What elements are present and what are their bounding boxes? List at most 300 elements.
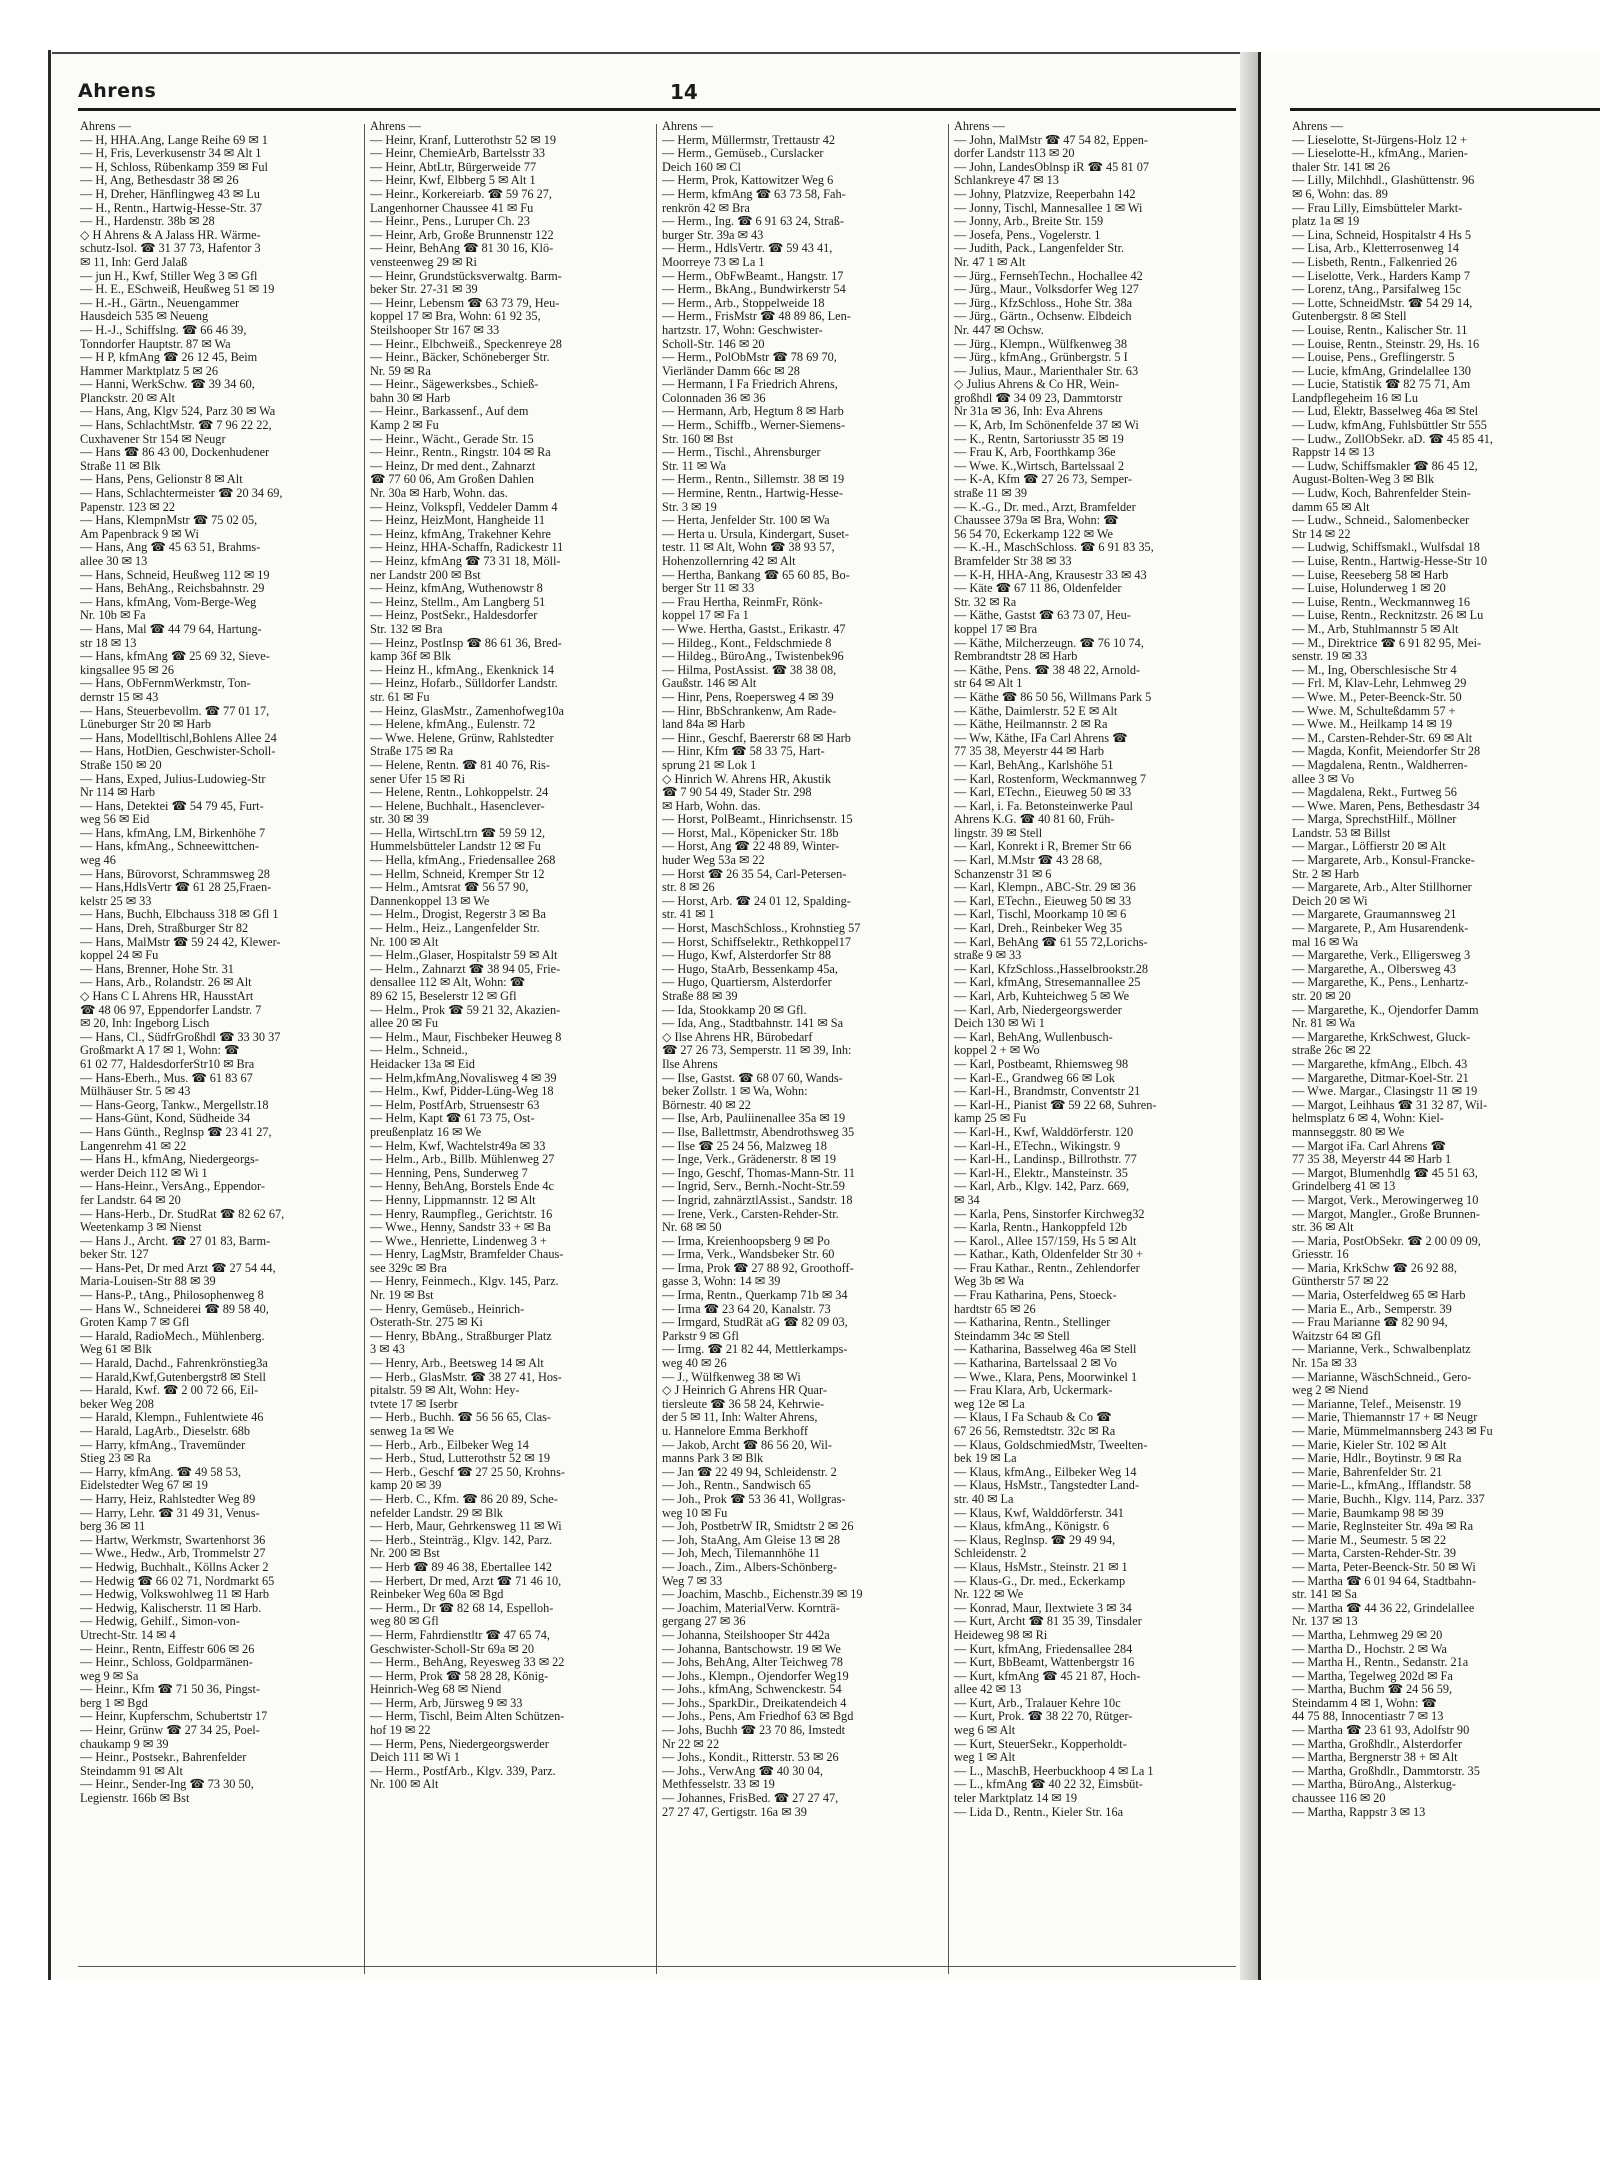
directory-entry-line: — Ilse ☎ 25 24 56, Malzweg 18 [662,1138,827,1153]
directory-entry-line: — Frau K, Arb, Foorthkamp 36e [954,445,1116,460]
directory-entry-line: Griesstr. 16 [1292,1247,1349,1262]
directory-entry-line: Planckstr. 20 ✉ Alt [80,390,176,405]
directory-entry-line: — John, LandesOblnsp iR ☎ 45 81 07 [954,159,1149,174]
directory-entry-line: Schanzenstr 31 ✉ 6 [954,866,1052,881]
directory-entry-line: ◇ Julius Ahrens & Co HR, Wein- [954,377,1120,392]
directory-entry-line: — Johs., Klempn., Ojendorfer Weg19 [662,1668,849,1683]
directory-entry-line: — Henning, Pens, Sunderweg 7 [370,1165,528,1180]
directory-entry-line: Steindamm 4 ✉ 1, Wohn: ☎ [1292,1695,1437,1710]
directory-entry-line: — Margot iFa. Carl Ahrens ☎ [1292,1138,1446,1153]
directory-entry-line: — Hermann, I Fa Friedrich Ahrens, [662,377,838,392]
directory-entry-line: — Hinr, Kfm ☎ 58 33 75, Hart- [662,744,825,759]
directory-entry-line: — Karla, Pens, Sinstorfer Kirchweg32 [954,1206,1145,1221]
directory-entry-line: kamp 25 ✉ Fu [954,1111,1027,1126]
directory-entry-line: — Karl, Konrekt i R, Bremer Str 66 [954,839,1132,854]
directory-entry-line: — Ilse, Arb, Pauliinenallee 35a ✉ 19 [662,1111,846,1126]
directory-entry-line: — Henry, BbAng., Straßburger Platz [370,1328,552,1343]
directory-entry-line: — Käthe, Heilmannstr. 2 ✉ Ra [954,717,1108,732]
directory-entry-line: Moorreye 73 ✉ La 1 [662,254,765,269]
directory-entry-line: helmsplatz 6 ✉ 4, Wohn: Kiel- [1292,1111,1444,1126]
directory-entry-line: chaukamp 9 ✉ 39 [80,1736,169,1751]
directory-entry-line: — Hans, kfmAng, LM, Birkenhöhe 7 [80,825,266,840]
directory-entry-line: — Ludw., Schneid., Salomenbecker [1292,513,1470,528]
directory-entry-line: — Martha, Rappstr 3 ✉ 13 [1292,1804,1426,1819]
directory-entry-line: kamp 36f ✉ Blk [370,649,452,664]
scan-border-bottom [0,1980,1600,2177]
directory-entry-line: Gaußstr. 146 ✉ Alt [662,676,757,691]
directory-entry-line: — Kurt, kfmAng ☎ 45 21 87, Hoch- [954,1668,1141,1683]
directory-entry-line: — Heinr, Arb, Große Brunnenstr 122 [370,227,554,242]
directory-entry-line: — Klaus, kfmAng., Eilbeker Weg 14 [954,1464,1137,1479]
directory-entry-line: ◇ Ilse Ahrens HR, Bürobedarf [662,1029,813,1044]
directory-entry-line: — Hella, WirtschLtrn ☎ 59 59 12, [370,825,546,840]
directory-entry-line: — Herm, Prok, Kattowitzer Weg 6 [662,173,834,188]
directory-entry-line: — Margarethe, kfmAng., Elbch. 43 [1292,1056,1468,1071]
directory-entry-line: — Kathar., Kath, Oldenfelder Str 30 + [954,1247,1143,1262]
directory-entry-line: — Herm., BkAng., Bundwirkerstr 54 [662,282,846,297]
directory-entry-line: — Hans,HdlsVertr ☎ 61 28 25,Fraen- [80,880,272,895]
directory-entry-line: — H, HHA.Ang, Lange Reihe 69 ✉ 1 [80,132,268,147]
directory-entry-line: ner Landstr 200 ✉ Bst [370,567,481,582]
directory-entry-line: — Irmg. ☎ 21 82 44, Mettlerkamps- [662,1342,848,1357]
directory-entry-line: — Karl, ETechn., Eieuweg 50 ✉ 33 [954,785,1132,800]
directory-entry-line: — H, Fris, Leverkusenstr 34 ✉ Alt 1 [80,146,262,161]
directory-entry-line: — M., Ing, Oberschlesische Str 4 [1292,662,1457,677]
directory-entry-line: — Horst, PolBeamt., Hinrichsenstr. 15 [662,812,853,827]
directory-entry-line: — Lieselotte, St-Jürgens-Holz 12 + [1292,132,1468,147]
directory-entry-line: allee 42 ✉ 13 [954,1682,1022,1697]
directory-entry-line: — Helm, Kapt ☎ 61 73 75, Ost- [370,1111,535,1126]
directory-entry-line: Stieg 23 ✉ Ra [80,1451,151,1466]
directory-entry-line: August-Bolten-Weg 3 ✉ Blk [1292,472,1435,487]
directory-entry-line: — Hans, Detektei ☎ 54 79 45, Furt- [80,798,264,813]
directory-entry-line: — Jürg., Maur., Volksdorfer Weg 127 [954,282,1139,297]
directory-entry-line: — Herm., BehAng, Reyesweg 33 ✉ 22 [370,1655,565,1670]
directory-entry-line: tvtete 17 ✉ Iserbr [370,1396,458,1411]
directory-entry-line: Nr. 59 ✉ Ra [370,363,431,378]
directory-entry-line: — Herb., Steinträg., Klgv. 142, Parz. [370,1532,553,1547]
directory-entry-line: sprung 21 ✉ Lok 1 [662,757,757,772]
directory-entry-line: — Jürg., Gärtn., Ochsenw. Elbdeich [954,309,1132,324]
directory-entry-line: — Heinr., Kfm ☎ 71 50 36, Pingst- [80,1682,260,1697]
directory-entry-line: — M., Carsten-Rehder-Str. 69 ✉ Alt [1292,730,1473,745]
directory-entry-line: — Herb ☎ 89 46 38, Ebertallee 142 [370,1559,552,1574]
directory-entry-line: — Martha, Bergnerstr 38 + ✉ Alt [1292,1750,1458,1765]
directory-entry-line: — Luise, Rentn., Weckmannweg 16 [1292,594,1471,609]
directory-entry-line: — John, MalMstr ☎ 47 54 82, Eppen- [954,132,1148,147]
directory-entry-line: — Luise, Rentn., Hartwig-Hesse-Str 10 [1292,554,1488,568]
directory-entry-line: — Heinr, Kupferschm, Schubertstr 17 [80,1709,268,1724]
directory-entry-line: — Marianne, Verk., Schwalbenplatz [1292,1342,1471,1357]
directory-entry-line: Rembrandtstr 28 ✉ Harb [954,649,1078,664]
directory-entry-line: — Lieselotte-H., kfmAng., Marien- [1292,146,1468,161]
directory-entry-line: — Klaus, GoldschmiedMstr, Tweelten- [954,1437,1148,1452]
directory-entry-line: weg 12e ✉ La [954,1396,1025,1411]
directory-entry-line: str. 8 ✉ 26 [662,880,715,895]
directory-entry-line: dorfer Landstr 113 ✉ 20 [954,146,1075,161]
directory-entry-line: — H., Rentn., Hartwig-Hesse-Str. 37 [80,200,263,215]
directory-entry-line: — Herm., Dr ☎ 82 68 14, Espelloh- [370,1600,554,1615]
directory-entry-line: Weg 3b ✉ Wa [954,1274,1024,1289]
directory-entry-line: ✉ 11, Inh: Gerd Jalaß [80,254,188,269]
directory-entry-line: — Helene, kfmAng., Eulenstr. 72 [370,717,536,732]
directory-entry-line: preußenplatz 16 ✉ We [370,1124,482,1139]
facing-header-rule [1290,108,1600,111]
directory-entry-line: — Hans ☎ 86 43 00, Dockenhudener [80,445,270,460]
directory-entry-line: — Magdalena, Rentn., Waldherren- [1292,757,1468,772]
directory-entry-line: — Johs., Pens, Am Friedhof 63 ✉ Bgd [662,1709,854,1724]
directory-entry-line: thaler Str. 141 ✉ 26 [1292,159,1391,174]
directory-entry-line: Nr. 15a ✉ 33 [1292,1356,1357,1371]
directory-entry-line: Deich 20 ✉ Wi [1292,893,1368,908]
directory-entry-line: Colonnaden 36 ✉ 36 [662,390,766,405]
directory-entry-line: — Hinr., Geschf, Baererstr 68 ✉ Harb [662,730,851,745]
directory-entry-line: — Helm, PostfArb, Struensestr 63 [370,1097,540,1112]
directory-entry-line: — Margarete, P., Am Husarendenk- [1292,921,1469,936]
directory-entry-line: — Helm,kfmAng,Novalisweg 4 ✉ 39 [370,1070,557,1085]
directory-entry-line: — Louise, Rentn., Kalischer Str. 11 [1292,322,1468,337]
directory-entry-line: — Herb., Arb., Eilbeker Weg 14 [370,1437,529,1452]
directory-entry-line: — Johs., kfmAng, Schwenckestr. 54 [662,1682,842,1697]
directory-entry-line: — Jürg., Klempn., Wülfkenweg 38 [954,336,1128,351]
directory-entry-line: Weg 7 ✉ 33 [662,1573,723,1588]
column-continuation-head: Ahrens — [954,120,1005,133]
directory-entry-line: 61 02 77, HaldesdorferStr10 ✉ Bra [80,1056,255,1071]
directory-entry-line: — Konrad, Maur, Ilextwiete 3 ✉ 34 [954,1600,1132,1615]
directory-entry-line: Reinbeker Weg 60a ✉ Bgd [370,1587,504,1602]
directory-entry-line: — Katharina, Basselweg 46a ✉ Stell [954,1342,1137,1357]
directory-entry-line: str 18 ✉ 13 [80,635,137,650]
directory-entry-line: — Horst, Ang ☎ 22 48 89, Winter- [662,839,840,854]
directory-entry-line: — Kurt, SteuerSekr., Kopperholdt- [954,1736,1127,1751]
directory-entry-line: — Johannes, FrisBed. ☎ 27 27 47, [662,1791,839,1806]
bottom-rule [78,1966,1236,1967]
directory-entry-line: — Heinr, BehAng ☎ 81 30 16, Klö- [370,241,554,256]
directory-entry-line: ✉ Harb, Wohn. das. [662,798,761,813]
directory-entry-line: 89 62 15, Beselerstr 12 ✉ Gfl [370,989,517,1003]
directory-entry-line: ◇ Hinrich W. Ahrens HR, Akustik [662,771,831,786]
directory-entry-line: — Herbert, Dr med, Arzt ☎ 71 46 10, [370,1573,562,1588]
directory-entry-line: — Margarethe, KrkSchwest, Gluck- [1292,1029,1471,1044]
directory-entry-line: Hohenzollernring 42 ✉ Alt [662,554,796,568]
directory-entry-line: straße 9 ✉ 33 [954,948,1022,963]
directory-entry-line: — Judith, Pack., Langenfelder Str. [954,241,1125,256]
directory-entry-line: — Jonny, Arb., Breite Str. 159 [954,214,1104,229]
directory-entry-line: — Magdalena, Rekt., Furtweg 56 [1292,785,1457,800]
directory-entry-line: — Karol., Allee 157/159, Hs 5 ✉ Alt [954,1233,1137,1248]
directory-entry-line: testr. 11 ✉ Alt, Wohn ☎ 38 93 57, [662,540,835,555]
directory-entry-line: — Heinr., Postsekr., Bahrenfelder [80,1750,247,1765]
directory-entry-line: — Frau Marianne ☎ 82 90 94, [1292,1315,1448,1330]
directory-entry-line: — Helm., Amtsrat ☎ 56 57 90, [370,880,529,895]
directory-entry-line: — Heinr., Schloss, Goldparmänen- [80,1655,253,1670]
directory-entry-line: — H, Dreher, Hänflingweg 43 ✉ Lu [80,186,260,201]
directory-entry-line: Heinrich-Weg 68 ✉ Niend [370,1682,502,1697]
directory-entry-line: — Karl-H., Landinsp., Billrothstr. 77 [954,1152,1137,1167]
directory-entry-line: Groten Kamp 7 ✉ Gfl [80,1315,190,1330]
directory-entry-line: — Hans-Eberh., Mus. ☎ 61 83 67 [80,1070,253,1085]
directory-entry-line: Gutenbergstr. 8 ✉ Stell [1292,309,1407,324]
directory-entry-line: — Wwe. M., Heilkamp 14 ✉ 19 [1292,717,1453,732]
directory-entry-line: allee 30 ✉ 13 [80,554,148,568]
directory-entry-line: — Katharina, Rentn., Stellinger [954,1315,1111,1330]
directory-entry-line: ◇ J Heinrich G Ahrens HR Quar- [662,1383,827,1398]
directory-entry-line: — Herm, Pens, Niedergeorgswerder [370,1736,549,1751]
directory-entry-line: burger Str. 39a ✉ 43 [662,227,764,242]
directory-entry-line: Straße 150 ✉ 20 [80,757,162,772]
directory-entry-line: beker Str. 27-31 ✉ 39 [370,282,478,297]
directory-entry-line: — Karl, Rostenform, Weckmannweg 7 [954,771,1147,786]
directory-entry-line: — H.-H., Gärtn., Neuengammer [80,295,240,310]
directory-entry-line: — Hans, Ang, Klgv 524, Parz 30 ✉ Wa [80,404,276,419]
directory-entry-line: huder Weg 53a ✉ 22 [662,853,765,868]
directory-entry-line: — Hans, MalMstr ☎ 59 24 42, Klewer- [80,934,281,949]
directory-entry-line: — K.-H., MaschSchloss. ☎ 6 91 83 35, [954,540,1154,555]
directory-entry-line: bahn 30 ✉ Harb [370,390,451,405]
directory-entry-line: — Heinr., Rentn, Eiffestr 606 ✉ 26 [80,1641,255,1656]
directory-entry-line: 27 27 47, Gertigstr. 16a ✉ 39 [662,1804,807,1819]
directory-entry-line: — Hans-P., tAng., Philosophenweg 8 [80,1288,264,1303]
directory-entry-line: — Frau Hertha, ReinmFr, Rönk- [662,594,823,609]
directory-entry-line: — Heinz, Dr med dent., Zahnarzt [370,458,536,473]
directory-entry-line: — Marie, Bahrenfelder Str. 21 [1292,1464,1443,1479]
directory-entry-line: — Hans, SchlachtMstr. ☎ 7 96 22 22, [80,418,272,433]
directory-entry-line: — Joh., Prok ☎ 53 36 41, Wollgras- [662,1491,846,1506]
directory-entry-line: — Wwe., Henny, Sandstr 33 + ✉ Ba [370,1220,551,1235]
directory-entry-line: — Henny, Lippmannstr. 12 ✉ Alt [370,1192,536,1207]
directory-entry-line: — Käthe, Gastst ☎ 63 73 07, Heu- [954,608,1131,623]
directory-entry-line: — Heinz, Stellm., Am Langberg 51 [370,594,546,609]
directory-entry-line: — Marta, Carsten-Rehder-Str. 39 [1292,1546,1457,1561]
directory-entry-line: — Marianne, Telef., Meisenstr. 19 [1292,1396,1461,1411]
directory-entry-line: — Hans-Herb., Dr. StudRat ☎ 82 62 67, [80,1206,285,1221]
directory-entry-line: Am Papenbrack 9 ✉ Wi [80,526,199,541]
directory-entry-line: — Helene, Buchhalt., Hasenclever- [370,798,545,813]
directory-entry-line: — Herm., Schiffb., Werner-Siemens- [662,418,846,433]
directory-entry-line: — jun H., Kwf, Stiller Weg 3 ✉ Gfl [80,268,258,283]
directory-entry-line: — K-A, Kfm ☎ 27 26 73, Semper- [954,472,1132,487]
directory-entry-line: ✉ 6, Wohn: das. 89 [1292,186,1388,201]
header-rule [78,108,1236,111]
directory-entry-line: see 329c ✉ Bra [370,1260,447,1275]
directory-entry-line: — Margot, Blumenhdlg ☎ 45 51 63, [1292,1165,1478,1180]
directory-entry-line: Nr. 81 ✉ Wa [1292,1016,1356,1031]
column-divider [948,124,949,1974]
directory-entry-line: — Horst, MaschSchloss., Krohnstieg 57 [662,921,861,936]
directory-entry-line: Nr 31a ✉ 36, Inh: Eva Ahrens [954,404,1103,419]
directory-entry-line: — Herm., Gemüseb., Curslacker [662,146,824,161]
directory-entry-line: — Helm, Kwf, Wachtelstr49a ✉ 33 [370,1138,546,1153]
directory-entry-line: — Herm., FrisMstr ☎ 48 89 86, Len- [662,309,851,324]
directory-entry-line: — Martha D., Hochstr. 2 ✉ Wa [1292,1641,1447,1656]
directory-entry-line: — Herm, Müllermstr, Trettaustr 42 [662,132,836,147]
directory-entry-line: weg 6 ✉ Alt [954,1723,1016,1738]
directory-entry-line: Großmarkt A 17 ✉ 1, Wohn: ☎ [80,1043,240,1058]
directory-entry-line: — Hans W., Schneiderei ☎ 89 58 40, [80,1301,269,1316]
directory-entry-line: — Karl, Arb, Kuhteichweg 5 ✉ We [954,989,1130,1003]
directory-entry-line: — Margot, Leihhaus ☎ 31 32 87, Wil- [1292,1097,1488,1112]
directory-entry-line: — Klaus, I Fa Schaub & Co ☎ [954,1410,1112,1425]
directory-entry-line: — Magda, Konfit, Meiendorfer Str 28 [1292,744,1481,759]
scan-border-left [0,0,50,1980]
directory-entry-line: — Heinz, Hofarb., Sülldorfer Landstr. [370,676,558,691]
directory-entry-line: — Martha, BüroAng., Alsterkug- [1292,1777,1456,1792]
directory-entry-line: — Klaus, HsMstr., Tangstedter Land- [954,1478,1140,1493]
directory-entry-line: — Ingo, Geschf, Thomas-Mann-Str. 11 [662,1165,855,1180]
directory-entry-line: Güntherstr 57 ✉ 22 [1292,1274,1389,1289]
directory-entry-line: — Lina, Schneid, Hospitalstr 4 Hs 5 [1292,227,1471,242]
directory-entry-line: — Hildeg., Kont., Feldschmiede 8 [662,635,832,650]
directory-entry-line: berg 1 ✉ Bgd [80,1695,148,1710]
directory-entry-line: gasse 3, Wohn: 14 ✉ 39 [662,1274,781,1289]
directory-entry-line: — Karl, BehAng ☎ 61 55 72,Lorichs- [954,934,1148,949]
directory-entry-line: weg 40 ✉ 26 [662,1356,727,1371]
directory-entry-line: — Herb., Buchh. ☎ 56 56 65, Clas- [370,1410,551,1425]
directory-entry-line: — Heinr, Lebensm ☎ 63 73 79, Heu- [370,295,560,310]
directory-entry-line: — Heinz H., kfmAng., Ekenknick 14 [370,662,555,677]
directory-entry-line: — Herm., ObFwBeamt., Hangstr. 17 [662,268,844,283]
directory-entry-line: — Hans, Buchh, Elbchauss 318 ✉ Gfl 1 [80,907,279,922]
directory-entry-line: — Harald, Kwf. ☎ 2 00 72 66, Eil- [80,1383,259,1398]
directory-entry-line: hardtstr 65 ✉ 26 [954,1301,1036,1316]
directory-entry-line: — Margar., Löffierstr 20 ✉ Alt [1292,839,1446,854]
directory-entry-line: Landstr. 53 ✉ Billst [1292,825,1391,840]
directory-entry-line: Utrecht-Str. 14 ✉ 4 [80,1627,176,1642]
directory-entry-line: — Joachim, Maschb., Eichenstr.39 ✉ 19 [662,1587,863,1602]
directory-entry-line: mal 16 ✉ Wa [1292,934,1359,949]
directory-entry-line: — Ludwig, Schiffsmakl., Wulfsdal 18 [1292,540,1480,555]
directory-entry-line: — Lisbeth, Rentn., Falkenried 26 [1292,254,1457,269]
directory-entry-line: Schleidenstr. 2 [954,1546,1027,1561]
directory-entry-line: — Horst, Mal., Köpenicker Str. 18b [662,825,839,840]
directory-entry-line: — Hans, KlempnMstr ☎ 75 02 05, [80,513,258,528]
directory-entry-line: — J., Wülfkenweg 38 ✉ Wi [662,1369,801,1384]
directory-entry-line: — Lilly, Milchhdl., Glashüttenstr. 96 [1292,173,1475,188]
directory-entry-line: Straße 11 ✉ Blk [80,458,161,473]
directory-entry-line: 56 54 70, Eckerkamp 122 ✉ We [954,526,1114,541]
directory-entry-line: — Herm., Arb., Stoppelweide 18 [662,295,825,310]
directory-entry-line: — Karl, Arb, Niedergeorgswerder [954,1002,1122,1017]
directory-entry-line: — Herm, Tischl, Beim Alten Schützen- [370,1709,565,1724]
directory-entry-line: — Karl, kfmAng, Stresemannallee 25 [954,975,1141,990]
directory-entry-line: — Hans, Steuerbevollm. ☎ 77 01 17, [80,703,270,718]
directory-entry-line: — M., Arb, Stuhlmannstr 5 ✉ Alt [1292,621,1459,636]
directory-entry-line: — Marie, Baumkamp 98 ✉ 39 [1292,1505,1444,1520]
directory-entry-line: — Helm., Kwf, Pidder-Lüng-Weg 18 [370,1084,554,1099]
directory-entry-line: — Herm., Ing. ☎ 6 91 63 24, Straß- [662,214,844,229]
directory-entry-line: — Heinr, Grünw ☎ 27 34 25, Poel- [80,1723,260,1738]
directory-entry-line: — Klaus, Kwf, Walddörferstr. 341 [954,1505,1124,1520]
directory-entry-line: — Karl, Klempn., ABC-Str. 29 ✉ 36 [954,880,1136,895]
directory-entry-line: — Käthe, Daimlerstr. 52 E ✉ Alt [954,703,1118,718]
directory-entry-line: — Irma, Kreienhoopsberg 9 ✉ Po [662,1233,830,1248]
directory-entry-line: platz 1a ✉ 19 [1292,214,1360,229]
directory-entry-line: — K., Rentn, Sartoriusstr 35 ✉ 19 [954,431,1124,446]
directory-entry-line: — Hermann, Arb, Hegtum 8 ✉ Harb [662,404,844,419]
directory-entry-line: gergang 27 ✉ 36 [662,1614,746,1629]
directory-entry-line: hof 19 ✉ 22 [370,1723,431,1738]
directory-entry-line: — Harry, kfmAng., Travemünder [80,1437,246,1452]
directory-entry-line: — Hans, BehAng., Reichsbahnstr. 29 [80,581,265,596]
directory-entry-line: — Wwe. Margar., Clasingstr 11 ✉ 19 [1292,1084,1478,1099]
directory-entry-line: — Helene, Rentn. ☎ 81 40 76, Ris- [370,757,550,772]
directory-entry-line: — Henry, LagMstr, Bramfelder Chaus- [370,1247,564,1262]
directory-entry-line: — Irene, Verk., Carsten-Rehder-Str. [662,1206,839,1221]
directory-entry-line: — Herm., Tischl., Ahrensburger [662,445,821,460]
directory-entry-line: Cuxhavener Str 154 ✉ Neugr [80,431,226,446]
directory-column-3 [662,120,934,1819]
directory-entry-line: ✉ 20, Inh: Ingeborg Lisch [80,1016,210,1031]
directory-entry-line: hartzstr. 17, Wohn: Geschwister- [662,322,823,337]
directory-entry-line: — Irma, Verk., Wandsbeker Str. 60 [662,1247,835,1262]
directory-entry-line: — Joachim, MaterialVerw. Kornträ- [662,1600,840,1615]
directory-entry-line: — Johs, BehAng, Alter Teichweg 78 [662,1655,843,1670]
directory-entry-line: — Marie, Reglnsteiter Str. 49a ✉ Ra [1292,1519,1474,1534]
directory-entry-line: — Hans, Schlachtermeister ☎ 20 34 69, [80,486,283,501]
directory-entry-line: — Jonny, Tischl, Mannesallee 1 ✉ Wi [954,200,1143,215]
directory-entry-line: — Heinr, Kwf, Elbberg 5 ✉ Alt 1 [370,173,536,188]
directory-entry-line: — Heinr., Wächt., Gerade Str. 15 [370,431,534,446]
directory-entry-line: ✉ 34 [954,1192,980,1207]
directory-entry-line: Vierländer Damm 66c ✉ 28 [662,363,800,378]
directory-entry-line: — Liselotte, Verk., Harders Kamp 7 [1292,268,1471,283]
directory-entry-line: — Frau Lilly, Eimsbütteler Markt- [1292,200,1463,215]
directory-entry-line: koppel 17 ✉ Fa 1 [662,608,749,623]
directory-entry-line: Nr. 47 1 ✉ Alt [954,254,1026,269]
directory-entry-line: — Heinz, kfmAng, Trakehner Kehre [370,526,551,541]
directory-entry-line: Nr. 100 ✉ Alt [370,934,439,949]
directory-entry-line: — Heinr, Kranf, Lutterothstr 52 ✉ 19 [370,132,557,147]
directory-entry-line: — Helm., Zahnarzt ☎ 38 94 05, Frie- [370,961,561,976]
directory-entry-line: — Horst ☎ 26 35 54, Carl-Petersen- [662,866,847,881]
directory-entry-line: — Horst, Schiffselektr., Rethkoppel17 [662,934,851,949]
directory-entry-line: senweg 1a ✉ We [370,1424,454,1438]
directory-entry-line: — Herb., GlasMstr. ☎ 38 27 41, Hos- [370,1369,562,1384]
directory-entry-line: schutz-Isol. ☎ 31 37 73, Hafentor 3 [80,241,261,256]
directory-entry-line: — Heinz, PostSekr., Haldesdorfer [370,608,538,623]
directory-entry-line: — Hans, kfmAng ☎ 25 69 32, Sieve- [80,649,270,664]
directory-entry-line: — Hans-Pet, Dr med Arzt ☎ 27 54 44, [80,1260,276,1275]
directory-entry-line: weg 56 ✉ Eid [80,812,150,827]
directory-entry-line: — Luise, Reeseberg 58 ✉ Harb [1292,567,1449,582]
directory-entry-line: Nr. 68 ✉ 50 [662,1220,722,1235]
directory-entry-line: str. 61 ✉ Fu [370,689,430,704]
directory-entry-line: Weetenkamp 3 ✉ Nienst [80,1220,202,1235]
directory-entry-line: ☎ 27 26 73, Semperstr. 11 ✉ 39, Inh: [662,1043,852,1058]
directory-entry-line: — Ilse, Ballettmstr, Abendrothsweg 35 [662,1124,855,1139]
directory-entry-line: — Marie, Kieler Str. 102 ✉ Alt [1292,1437,1447,1452]
directory-entry-line: — Maria, PostObSekr. ☎ 2 00 09 09, [1292,1233,1481,1248]
column-continuation-head: Ahrens — [80,120,131,133]
directory-entry-line: kelstr 25 ✉ 33 [80,893,152,908]
directory-entry-line: ◇ H Ahrens & A Jalass HR. Wärme- [80,227,261,242]
directory-entry-line: — Hella, kfmAng., Friedensallee 268 [370,853,556,868]
directory-entry-line: — Johanna, Bantschowstr. 19 ✉ We [662,1641,841,1656]
directory-entry-line: u. Hannelore Emma Berkhoff [662,1424,808,1438]
directory-entry-line: — Herm., HdlsVertr. ☎ 59 43 41, [662,241,833,256]
directory-entry-line: — Henry, Raumpfleg., Gerichtstr. 16 [370,1206,553,1221]
directory-entry-line: sener Ufer 15 ✉ Ri [370,771,465,786]
directory-column-4 [954,120,1226,1819]
column-divider [364,124,365,1974]
directory-entry-line: lingstr. 39 ✉ Stell [954,825,1043,840]
directory-entry-line: — Klaus, HsMstr., Steinstr. 21 ✉ 1 [954,1559,1128,1574]
directory-entry-line: — Heinr, ChemieArb, Bartelsstr 33 [370,146,546,161]
directory-entry-line: — Ludw, Koch, Bahrenfelder Stein- [1292,486,1471,501]
directory-entry-line: fer Landstr. 64 ✉ 20 [80,1192,181,1207]
directory-entry-line: — Kurt, kfmAng, Friedensallee 284 [954,1641,1133,1656]
directory-entry-line: beker Weg 208 [80,1396,154,1411]
